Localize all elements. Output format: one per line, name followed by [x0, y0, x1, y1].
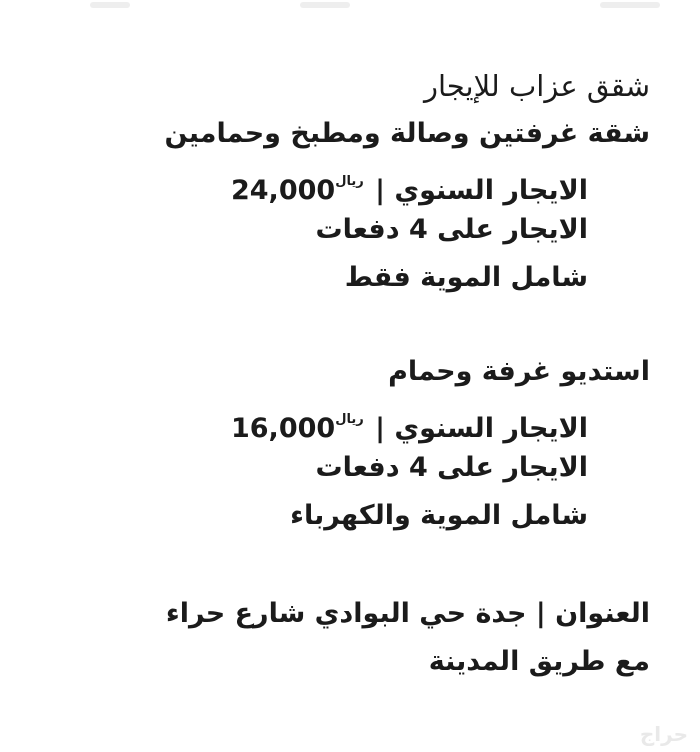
unit1-payments: الايجار على 4 دفعات — [315, 214, 588, 245]
spacer — [50, 548, 650, 598]
unit2-price-group — [231, 404, 366, 445]
unit2-rent-label: الايجار السنوي | — [375, 413, 588, 444]
listing-title: شقق عزاب للإيجار — [423, 69, 650, 103]
unit1-heading: شقة غرفتين وصالة ومطبخ وحمامين — [164, 118, 650, 149]
spacer — [50, 310, 650, 356]
currency-symbol: ريال — [335, 174, 364, 189]
address-line-1: العنوان | جدة حي البوادي شارع حراء — [165, 598, 650, 629]
unit2-heading: استديو غرفة وحمام — [388, 356, 650, 387]
currency-symbol: ريال — [335, 412, 364, 427]
haraj-watermark-logo: حراج — [639, 722, 688, 746]
unit2-includes: شامل الموية والكهرباء — [290, 500, 588, 531]
unit1-includes: شامل الموية فقط — [344, 262, 588, 293]
unit1-rent-label: الايجار السنوي | — [375, 175, 588, 206]
unit1-price-group — [231, 166, 366, 207]
unit2-rent — [50, 404, 588, 452]
unit2-price: 16,000 — [230, 413, 336, 444]
top-cropped-strip — [0, 0, 700, 14]
address-line-2: مع طريق المدينة — [428, 646, 650, 677]
unit1-price: 24,000 — [230, 175, 336, 206]
unit2-payments: الايجار على 4 دفعات — [315, 452, 588, 483]
unit1-rent — [50, 166, 588, 214]
listing-text — [50, 70, 650, 694]
